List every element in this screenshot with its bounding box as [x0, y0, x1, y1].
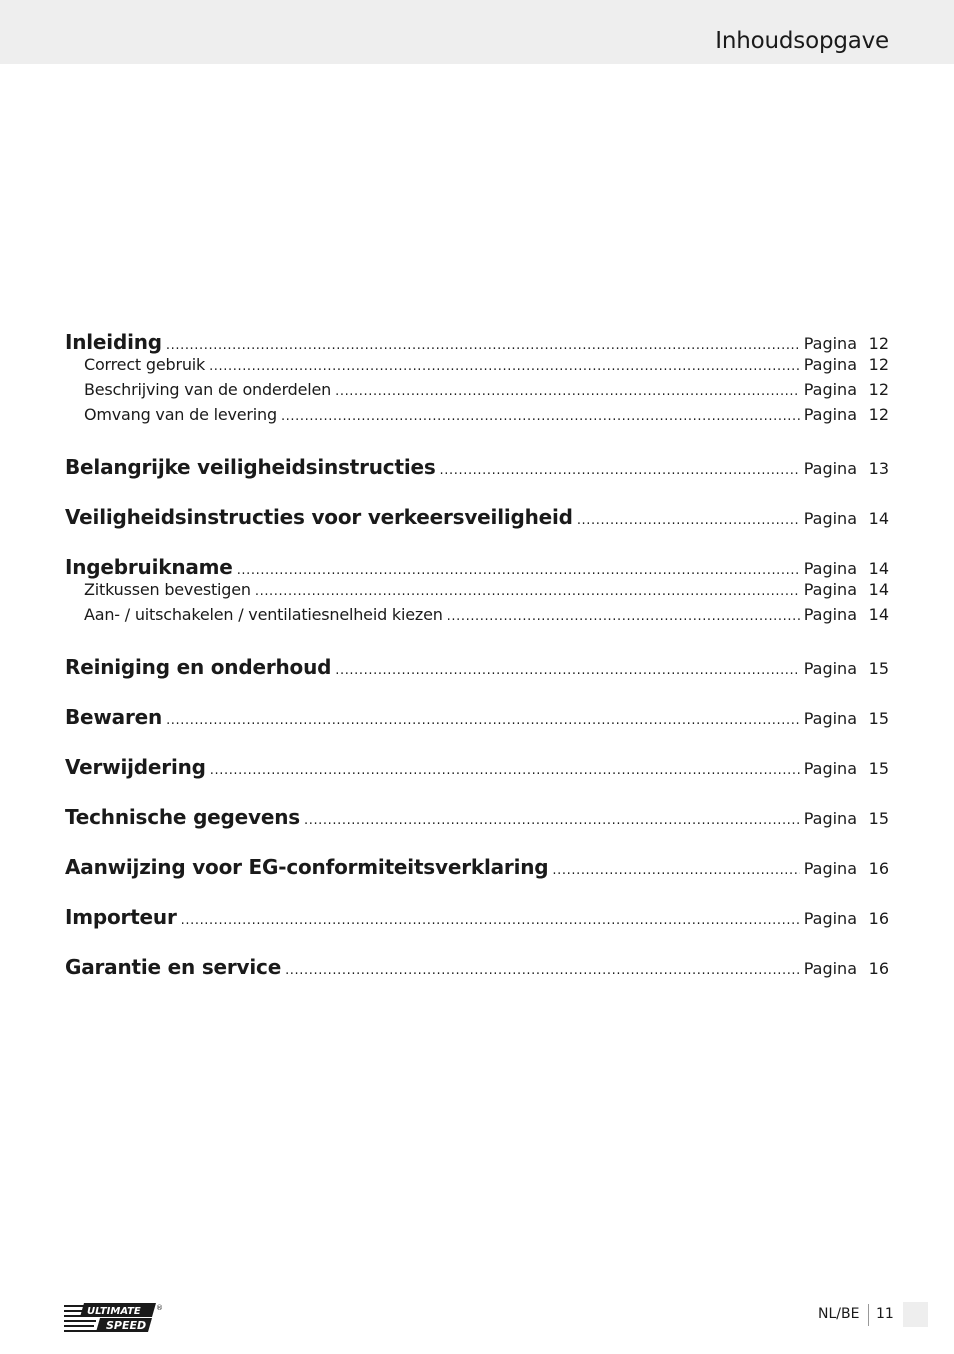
toc-entry-label: Belangrijke veiligheidsinstructies	[65, 455, 436, 479]
toc-page-number: 12	[868, 380, 889, 399]
toc-page-word: Pagina	[803, 959, 857, 978]
toc-entry-label: Ingebruikname	[65, 555, 233, 579]
toc-entry-label: Verwijdering	[65, 755, 206, 779]
toc-page-number: 16	[868, 909, 889, 928]
toc-page-number: 15	[868, 709, 889, 728]
toc-page-word: Pagina	[803, 334, 857, 353]
toc-page-word: Pagina	[803, 859, 857, 878]
toc-leader-dots	[440, 463, 800, 478]
toc-leader-dots	[166, 713, 800, 728]
toc-leader-dots	[552, 863, 799, 878]
toc-entry[interactable]	[65, 455, 889, 480]
toc-entry[interactable]	[65, 380, 889, 405]
toc-entry-label: Aanwijzing voor EG-conformiteitsverklaring	[65, 855, 549, 879]
toc-page-word: Pagina	[803, 559, 857, 578]
toc-page-number: 15	[868, 659, 889, 678]
toc-page-number: 14	[868, 559, 889, 578]
toc-leader-dots	[181, 913, 800, 928]
toc-leader-dots	[335, 384, 800, 399]
toc-leader-dots	[285, 963, 800, 978]
toc-entry-label: Garantie en service	[65, 955, 282, 979]
toc-leader-dots	[209, 359, 800, 374]
footer-page-number: 11	[876, 1306, 894, 1322]
toc-page-number: 14	[868, 605, 889, 624]
toc-entry[interactable]	[65, 805, 889, 830]
toc-page-word: Pagina	[803, 459, 857, 478]
toc-page-word: Pagina	[803, 909, 857, 928]
toc-entry-label: Veiligheidsinstructies voor verkeersveiligheid	[65, 505, 573, 529]
footer-language: NL/BE	[818, 1306, 860, 1322]
toc-leader-dots	[281, 409, 800, 424]
toc-entry-label: Correct gebruik	[84, 355, 206, 374]
toc-page-number: 16	[868, 959, 889, 978]
toc-entry[interactable]	[65, 905, 889, 930]
toc-entry[interactable]	[65, 580, 889, 605]
toc-page-number: 15	[868, 809, 889, 828]
toc-leader-dots	[447, 609, 800, 624]
toc-page-number: 13	[868, 459, 889, 478]
toc-page-word: Pagina	[803, 405, 857, 424]
toc-page-number: 15	[868, 759, 889, 778]
toc-leader-dots	[255, 584, 800, 599]
toc-entry[interactable]	[65, 855, 889, 880]
toc-entry[interactable]	[65, 330, 889, 355]
toc-page-word: Pagina	[803, 659, 857, 678]
toc-entry-label: Bewaren	[65, 705, 163, 729]
toc-entry-label: Beschrijving van de onderdelen	[84, 380, 332, 399]
page-title: Inhoudsopgave	[715, 28, 889, 54]
table-of-contents	[65, 330, 889, 980]
toc-page-word: Pagina	[803, 605, 857, 624]
toc-page-number: 14	[868, 580, 889, 599]
toc-entry[interactable]	[65, 405, 889, 430]
toc-leader-dots	[237, 563, 800, 578]
toc-page-word: Pagina	[803, 809, 857, 828]
toc-entry[interactable]	[65, 605, 889, 630]
logo-text-bottom: SPEED	[106, 1319, 147, 1332]
toc-page-number: 12	[868, 334, 889, 353]
toc-entry[interactable]	[65, 755, 889, 780]
toc-leader-dots	[166, 338, 800, 353]
toc-page-number: 14	[868, 509, 889, 528]
toc-page-word: Pagina	[803, 580, 857, 599]
toc-entry[interactable]	[65, 555, 889, 580]
toc-entry-label: Technische gegevens	[65, 805, 300, 829]
toc-page-word: Pagina	[803, 355, 857, 374]
toc-entry-label: Inleiding	[65, 330, 162, 354]
footer-marker-box	[903, 1302, 928, 1327]
toc-entry-label: Importeur	[65, 905, 177, 929]
toc-leader-dots	[304, 813, 800, 828]
toc-page-number: 12	[868, 405, 889, 424]
toc-leader-dots	[577, 513, 800, 528]
toc-entry-label: Reiniging en onderhoud	[65, 655, 332, 679]
toc-page-number: 12	[868, 355, 889, 374]
toc-page-number: 16	[868, 859, 889, 878]
toc-entry[interactable]	[65, 355, 889, 380]
ultimate-speed-logo	[64, 1302, 164, 1334]
toc-leader-dots	[210, 763, 800, 778]
logo-text-top: ULTIMATE	[87, 1306, 141, 1317]
toc-page-word: Pagina	[803, 759, 857, 778]
toc-entry[interactable]	[65, 655, 889, 680]
toc-entry-label: Aan- / uitschakelen / ventilatiesnelheid kiezen	[84, 605, 443, 624]
toc-entry-label: Omvang van de levering	[84, 405, 277, 424]
toc-entry[interactable]	[65, 705, 889, 730]
footer-divider	[868, 1304, 869, 1326]
logo-registered-mark: ®	[156, 1304, 163, 1312]
toc-entry[interactable]	[65, 955, 889, 980]
toc-page-word: Pagina	[803, 509, 857, 528]
toc-page-word: Pagina	[803, 709, 857, 728]
toc-entry[interactable]	[65, 505, 889, 530]
toc-entry-label: Zitkussen bevestigen	[84, 580, 251, 599]
toc-leader-dots	[335, 663, 799, 678]
toc-page-word: Pagina	[803, 380, 857, 399]
